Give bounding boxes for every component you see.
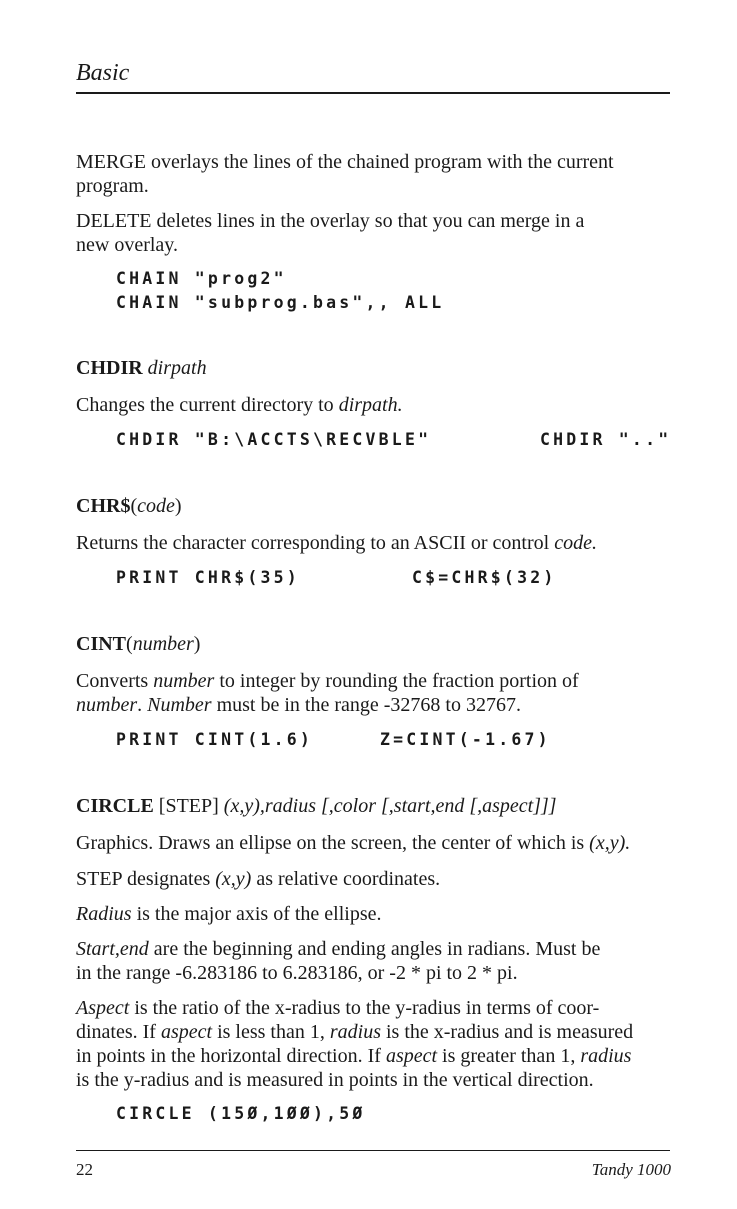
circle-aspect-l3-d: radius: [580, 1045, 632, 1067]
code-chr-2: C$=CHR$(32): [412, 568, 557, 587]
cint-desc-prefix: Converts: [76, 670, 154, 692]
code-chain-2: CHAIN "subprog.bas",, ALL: [116, 293, 445, 312]
chr-keyword: CHR$: [76, 495, 131, 517]
book-title: Tandy 1000: [591, 1160, 671, 1179]
cint-desc-param: number: [153, 670, 215, 692]
circle-aspect-l4: is the y-radius and is measured in points in the vertical direction.: [76, 1069, 594, 1091]
circle-radius-desc: [76, 902, 676, 926]
circle-rest: [,color [,start,end [,aspect]]]: [321, 795, 557, 817]
circle-aspect-l3-a: in points in the horizontal direction. If: [76, 1045, 386, 1067]
cint-param: number: [132, 633, 194, 655]
circle-radius-rest: is the major axis of the ellipse.: [131, 903, 382, 925]
circle-graphics-xy: (x,y).: [589, 832, 631, 854]
circle-aspect-word: Aspect: [76, 997, 130, 1019]
chr-desc-param: code.: [554, 532, 597, 554]
code-cint-2: Z=CINT(-1.67): [380, 730, 551, 749]
chr-close-paren: ): [174, 495, 182, 517]
circle-step: [STEP]: [158, 795, 219, 817]
circle-xy: (x,y): [223, 795, 260, 817]
circle-start-desc: [76, 937, 676, 985]
cint-keyword: CINT: [76, 633, 127, 655]
circle-aspect-desc: [76, 996, 676, 1092]
cint-desc-rest: to integer by rounding the fraction portion of: [214, 670, 579, 692]
circle-aspect-l2-a: dinates. If: [76, 1021, 161, 1043]
circle-graphics-desc: [76, 831, 676, 855]
merge-line-2: program.: [76, 175, 149, 197]
circle-step-rest: as relative coordinates.: [251, 868, 441, 890]
chr-open-paren: (: [130, 495, 138, 517]
circle-keyword: CIRCLE: [76, 795, 154, 817]
circle-aspect-l2-d: radius: [329, 1021, 381, 1043]
page-number: 22: [76, 1160, 93, 1179]
code-chr-1: PRINT CHR$(35): [116, 568, 300, 587]
cint-description: [76, 669, 676, 717]
circle-aspect-l2-c: is less than 1,: [212, 1021, 330, 1043]
code-chdir-1: CHDIR "B:\ACCTS\RECVBLE": [116, 430, 432, 449]
circle-radius-word: Radius: [76, 903, 132, 925]
cint-open-paren: (: [126, 633, 133, 655]
code-cint-1: PRINT CINT(1.6): [116, 730, 314, 749]
chdir-desc-prefix: Changes the current directory to: [76, 394, 339, 416]
code-chain-1: CHAIN "prog2": [116, 269, 287, 288]
chr-param: code: [137, 495, 175, 517]
circle-step-xy: (x,y): [215, 868, 252, 890]
circle-step-desc: [76, 867, 676, 891]
circle-aspect-l3-b: aspect: [385, 1045, 438, 1067]
cint-desc-l2-b: .: [137, 694, 148, 716]
chdir-description: [76, 393, 676, 417]
merge-line-1: MERGE overlays the lines of the chained program with the current: [76, 151, 614, 173]
chdir-param: dirpath: [147, 357, 207, 379]
cint-desc-l2-a: number: [76, 694, 138, 716]
delete-line-1: DELETE deletes lines in the overlay so that you can merge in a: [76, 210, 585, 232]
circle-aspect-l3-c: is greater than 1,: [437, 1045, 581, 1067]
cint-desc-l2-rest: must be in the range -32768 to 32767.: [211, 694, 521, 716]
chr-heading: [76, 494, 182, 518]
header-rule: [76, 92, 670, 94]
chdir-heading: [76, 356, 207, 380]
chr-desc-prefix: Returns the character corresponding to an ASCII or control: [76, 532, 555, 554]
circle-start-word: Start,end: [76, 938, 149, 960]
cint-heading: [76, 632, 200, 656]
circle-heading: [76, 794, 557, 818]
circle-aspect-l1-rest: is the ratio of the x-radius to the y-radius in terms of coor-: [129, 997, 600, 1019]
cint-close-paren: ): [193, 633, 201, 655]
page-header-title: Basic: [76, 60, 130, 86]
circle-step-prefix: STEP designates: [76, 868, 216, 890]
chdir-keyword: CHDIR: [76, 357, 143, 379]
footer-rule: [76, 1150, 670, 1151]
circle-radius: ,radius: [259, 795, 316, 817]
code-chdir-2: CHDIR "..": [540, 430, 672, 449]
delete-line-2: new overlay.: [76, 234, 178, 256]
circle-graphics-prefix: Graphics. Draws an ellipse on the screen, the center of which is: [76, 832, 590, 854]
circle-start-line2: in the range -6.283186 to 6.283186, or -2 * pi to 2 * pi.: [76, 962, 518, 984]
circle-aspect-l2-e: is the x-radius and is measured: [380, 1021, 634, 1043]
code-circle: CIRCLE (15Ø,1ØØ),5Ø: [116, 1104, 366, 1123]
delete-paragraph: [76, 209, 676, 257]
circle-start-rest: are the beginning and ending angles in radians. Must be: [148, 938, 601, 960]
chdir-desc-param: dirpath.: [338, 394, 403, 416]
cint-desc-l2-c: Number: [147, 694, 212, 716]
merge-paragraph: [76, 150, 676, 198]
circle-aspect-l2-b: aspect: [160, 1021, 213, 1043]
chr-description: [76, 531, 676, 555]
